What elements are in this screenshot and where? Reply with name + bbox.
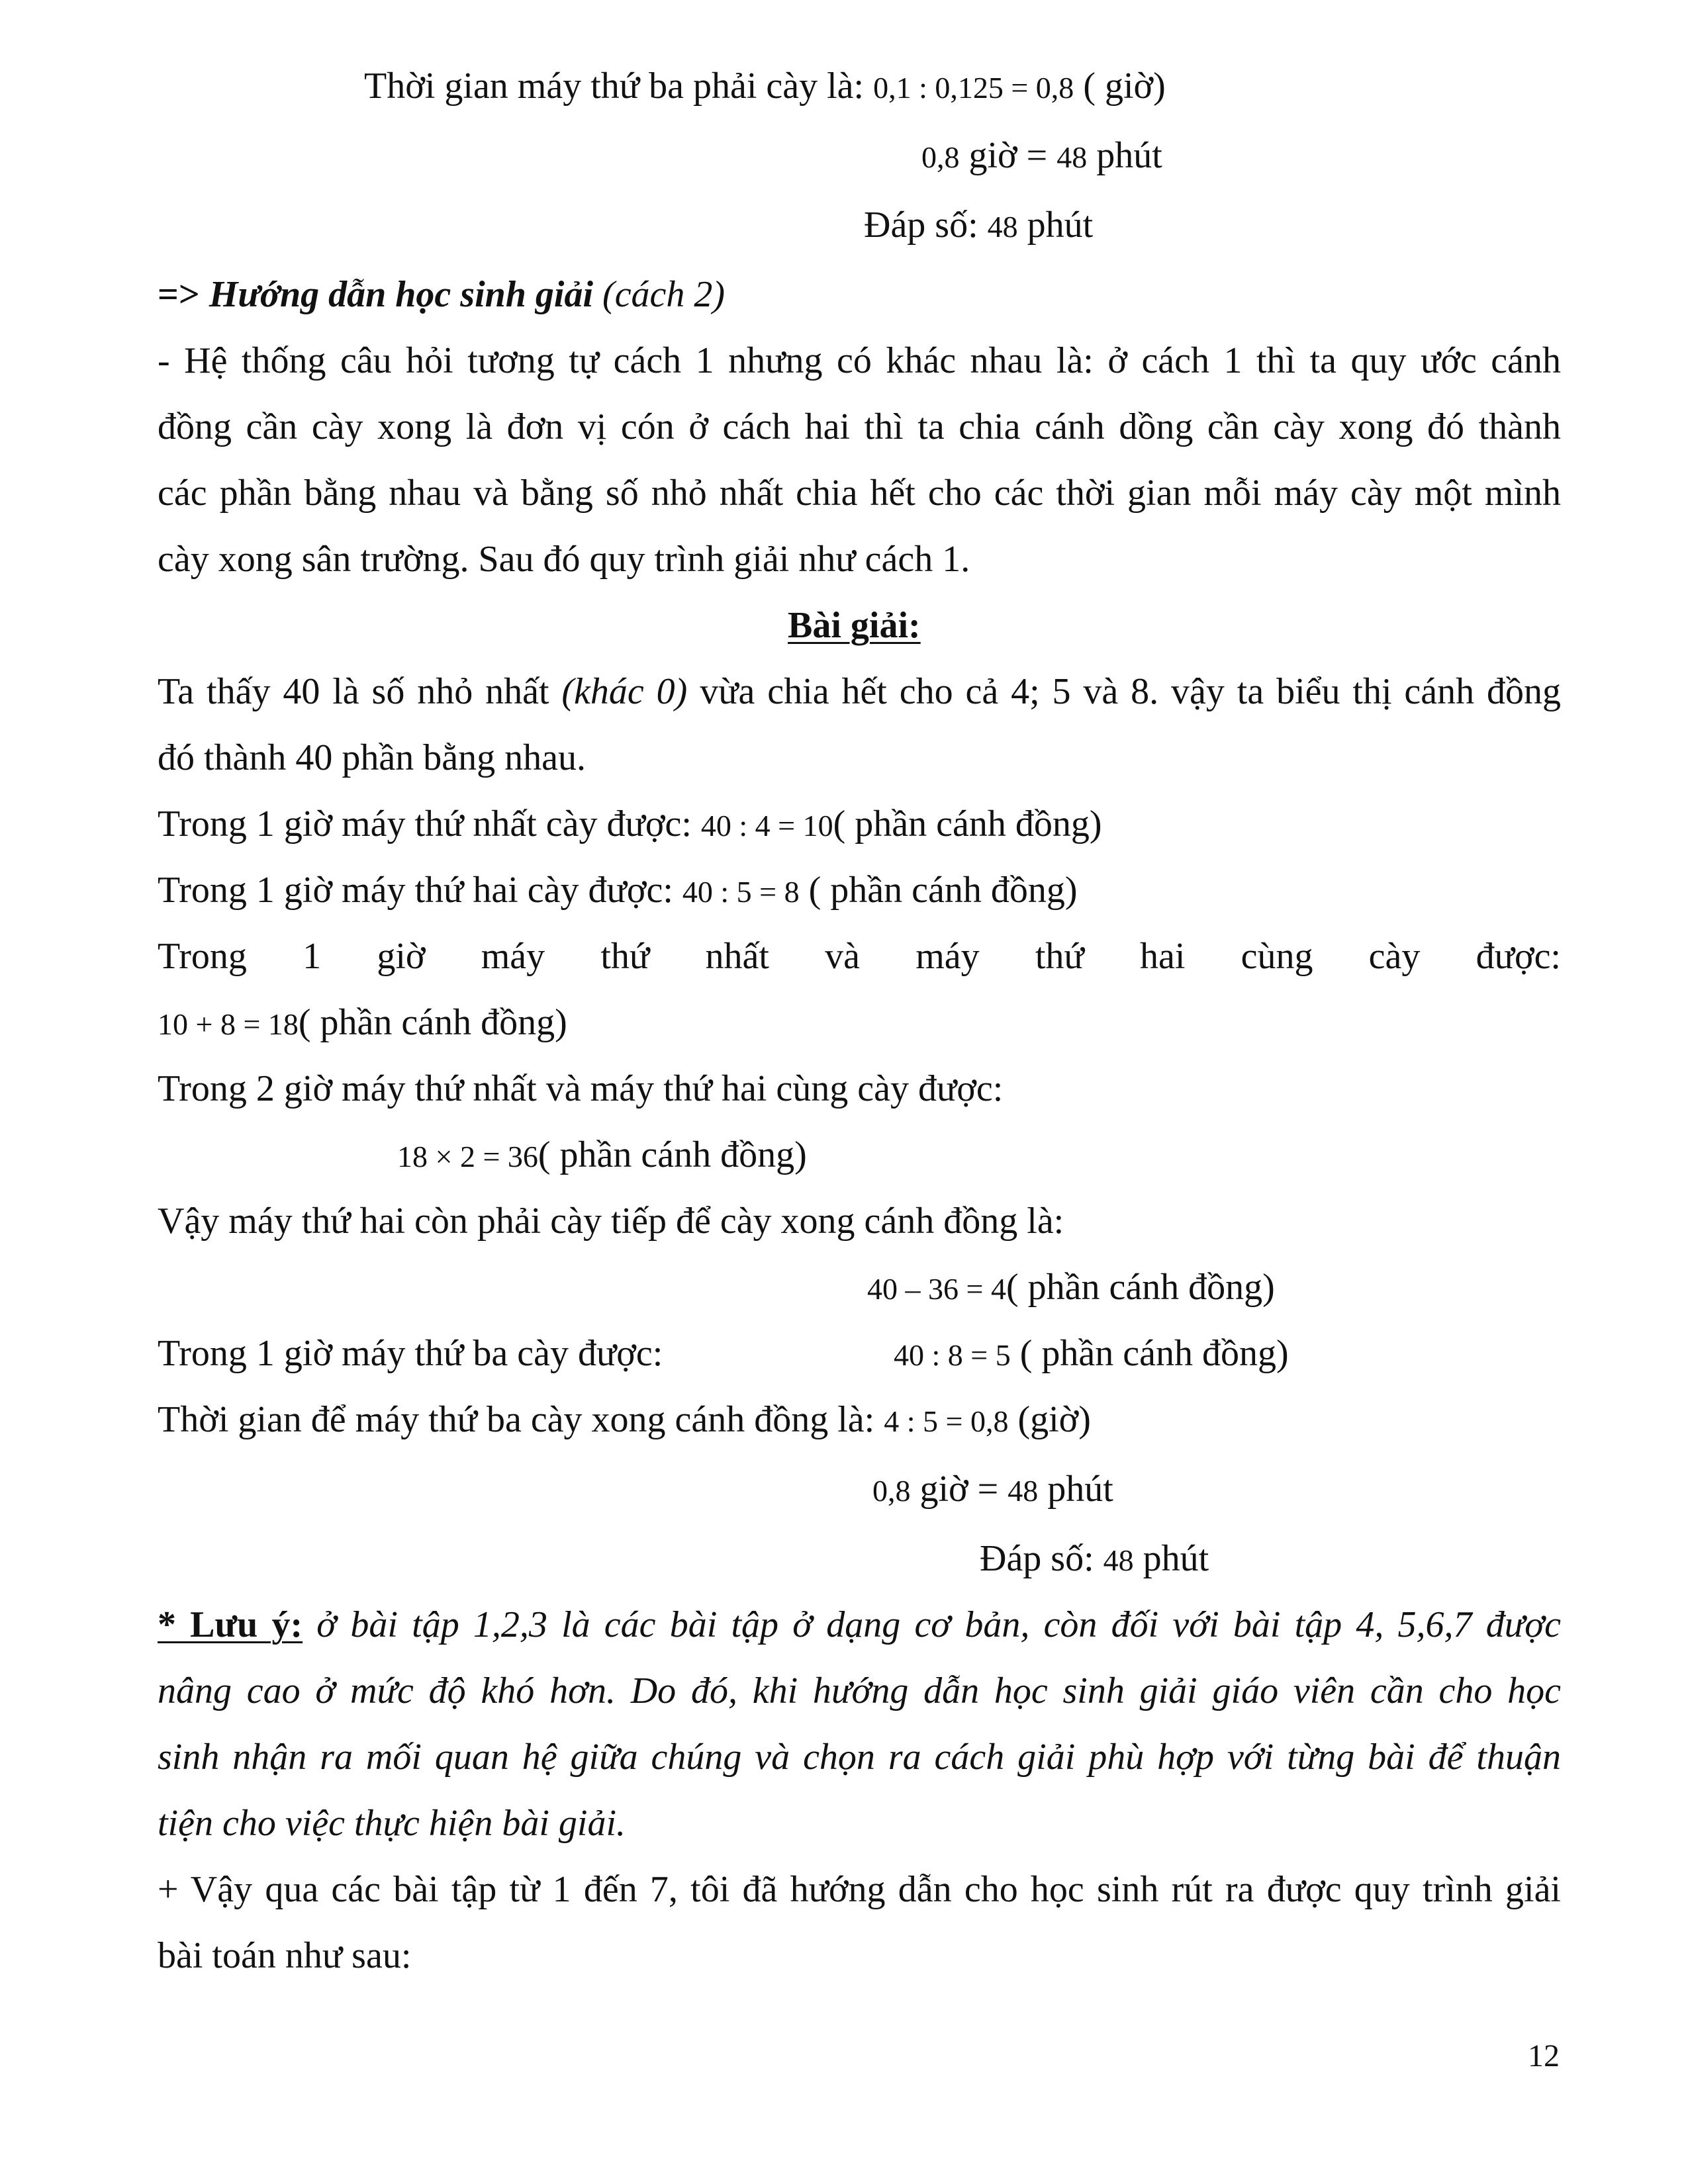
calc-line: Trong 1 giờ máy thứ nhất cày được: 40 : 4 = 10( phần cánh đồng) xyxy=(158,803,1102,844)
paragraph-line: + Vậy qua các bài tập từ 1 đến 7, tôi đã hướng dẫn cho học sinh rút ra được quy trình giải xyxy=(158,1869,1561,1910)
calc-line: 40 – 36 = 4( phần cánh đồng) xyxy=(867,1267,1275,1308)
paragraph-line: đó thành 40 phần bằng nhau. xyxy=(158,737,586,778)
solution-heading: Bài giải: xyxy=(788,605,921,646)
calc-line: Trong 1 giờ máy thứ ba cày được: xyxy=(158,1333,663,1374)
line-conversion-2: 0,8 giờ = 48 phút xyxy=(872,1469,1113,1510)
note-line: * Lưu ý: ở bài tập 1,2,3 là các bài tập ở dạng cơ bản, còn đối với bài tập 4, 5,6,7 được xyxy=(158,1604,1561,1645)
paragraph-line: Vậy máy thứ hai còn phải cày tiếp để cày xong cánh đồng là: xyxy=(158,1201,1064,1242)
note-line: sinh nhận ra mối quan hệ giữa chúng và chọn ra cách giải phù hợp với từng bài để thuận xyxy=(158,1737,1561,1778)
paragraph-line: - Hệ thống câu hỏi tương tự cách 1 nhưng có khác nhau là: ở cách 1 thì ta quy ước cánh xyxy=(158,340,1561,381)
section-heading-method-2: => Hướng dẫn học sinh giải (cách 2) xyxy=(158,274,726,315)
line-conversion-1: 0,8 giờ = 48 phút xyxy=(921,135,1162,176)
note-label: * Lưu ý: xyxy=(158,1604,303,1645)
paragraph-line: bài toán như sau: xyxy=(158,1935,412,1976)
calc-line: 10 + 8 = 18( phần cánh đồng) xyxy=(158,1002,567,1043)
calc-line: Thời gian để máy thứ ba cày xong cánh đồng là: 4 : 5 = 0,8 (giờ) xyxy=(158,1399,1091,1440)
calc-line: 18 × 2 = 36( phần cánh đồng) xyxy=(397,1134,807,1175)
calc-line-result: 40 : 8 = 5 ( phần cánh đồng) xyxy=(894,1333,1289,1374)
answer-line-2: Đáp số: 48 phút xyxy=(980,1538,1209,1579)
line-third-machine-time: Thời gian máy thứ ba phải cày là: 0,1 : 0,125 = 0,8 ( giờ) xyxy=(364,66,1166,107)
answer-line-1: Đáp số: 48 phút xyxy=(864,205,1094,246)
page-number: 12 xyxy=(1528,2038,1560,2073)
calc-line: Trong 1 giờ máy thứ hai cày được: 40 : 5 = 8 ( phần cánh đồng) xyxy=(158,870,1078,911)
paragraph-line: các phần bằng nhau và bằng số nhỏ nhất chia hết cho các thời gian mỗi máy cày một mình xyxy=(158,473,1561,514)
paragraph-line: cày xong sân trường. Sau đó quy trình giải như cách 1. xyxy=(158,539,970,580)
paragraph-line: đồng cần cày xong là đơn vị cón ở cách hai thì ta chia cánh dồng cần cày xong đó thành xyxy=(158,406,1561,447)
paragraph-line: Trong 1 giờ máy thứ nhất và máy thứ hai cùng cày được: xyxy=(158,936,1561,977)
math-expression: 0,1 : 0,125 = 0,8 xyxy=(873,71,1074,105)
paragraph-line: Ta thấy 40 là số nhỏ nhất (khác 0) vừa chia hết cho cả 4; 5 và 8. vậy ta biểu thị cánh đồng xyxy=(158,671,1562,712)
note-line: nâng cao ở mức độ khó hơn. Do đó, khi hướng dẫn học sinh giải giáo viên cần cho học xyxy=(158,1670,1561,1711)
note-line: tiện cho việc thực hiện bài giải. xyxy=(158,1803,626,1844)
paragraph-line: Trong 2 giờ máy thứ nhất và máy thứ hai cùng cày được: xyxy=(158,1068,1004,1109)
